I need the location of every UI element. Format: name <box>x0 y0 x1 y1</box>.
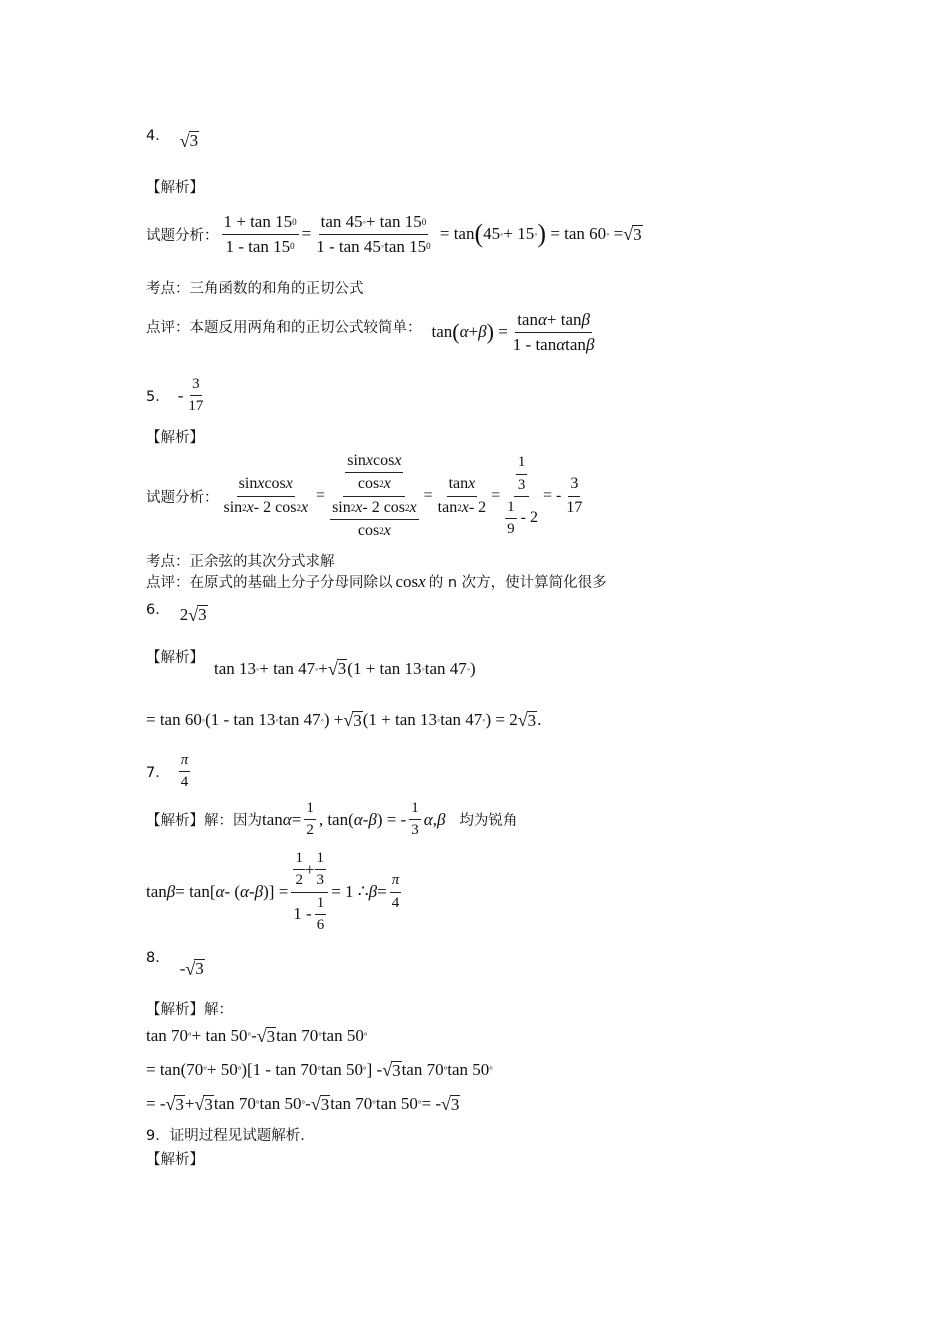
q4-kaodian: 考点：三角函数的和角的正切公式 <box>146 281 364 297</box>
q4-answer-math: √ 3 <box>179 130 199 151</box>
q5-analysis-line <box>146 452 587 541</box>
q6-formula-line2: = tan 60 ◦ (1 - tan 13 ◦ tan 47 ◦ ) + √ 3 (1 + tan 13 ◦ tan 47 ◦ ) = 2 √ 3 . <box>146 710 542 731</box>
q4-analysis-tag: 【解析】 <box>146 180 204 196</box>
q8-answer-math: - √ 3 <box>179 958 204 979</box>
q4-answer-line <box>146 130 199 151</box>
q5-analysis-tag: 【解析】 <box>146 430 204 446</box>
q8-number: 8． <box>146 950 170 966</box>
q8-formula-line2: = tan(70 ° + 50 ° )[1 - tan 70 ° tan 50 ° ] - √ 3 tan 70 ° tan 50 ° <box>146 1060 493 1081</box>
q5-answer-line <box>146 376 208 416</box>
q8-answer-line <box>146 950 205 979</box>
q4-formula: 1 + tan 15 0 1 - tan 15 0 = tan 45 ◦ + tan 15 0 1 - tan 45 ◦ tan 15 0 = tan ( 45 ◦ + 15 ◦ ) = tan 60 ◦ = √ 3 <box>223 212 642 256</box>
q5-dianping-line <box>146 571 607 592</box>
q7-tail: 均为锐角 <box>459 813 518 830</box>
q9-text: 9．证明过程见试题解析. <box>146 1128 305 1144</box>
q7-number: 7． <box>146 765 170 782</box>
q5-dianping-post: 的 n 次方，使计算简化很多 <box>428 575 607 591</box>
q4-number: 4． <box>146 128 170 144</box>
q4-dianping-formula: tan ( α + β ) = tan α + tan β 1 - tan α tan β <box>431 310 595 354</box>
q6-formula-line1: tan 13 ◦ + tan 47 ◦ + √ 3 (1 + tan 13 ◦ tan 47 ◦ ) <box>214 658 476 679</box>
q7-analysis-line <box>146 800 517 840</box>
q4-analysis-label: 试题分析： <box>146 227 219 244</box>
q6-analysis-tag: 【解析】 <box>146 650 204 666</box>
q6-analysis-line <box>146 650 476 679</box>
q6-number: 6． <box>146 602 170 618</box>
q8-formula-line3: = - √ 3 + √ 3 tan 70 ° tan 50 ° - √ 3 tan 70 ° tan 50 ° = - √ 3 <box>146 1094 460 1115</box>
q4-dianping: 点评：本题反用两角和的正切公式较简单： <box>146 319 422 336</box>
q5-answer-math: - $\frac{3}{17}$ <box>177 376 204 415</box>
q5-number: 5． <box>146 389 170 406</box>
q8-analysis-tag: 【解析】解： <box>146 1002 233 1018</box>
q5-kaodian: 考点：正余弦的其次分式求解 <box>146 554 335 570</box>
q7-analysis-tag: 【解析】解：因为 <box>146 813 262 830</box>
q5-dianping-cos: cos x <box>395 571 426 591</box>
q7-formula-line: tan β = tan[ α - ( α - β )] = $\frac{1}{2}$ + $\frac{1}{3}$ 1 - $\frac{1}{6}$ = 1 ∴ β = $\frac{\pi}{4}$ <box>146 850 400 933</box>
q7-answer-line <box>146 752 193 792</box>
q7-answer-math: $\frac{\pi}{4}$ <box>180 752 189 791</box>
q6-answer-math: 2 √ 3 <box>179 604 207 625</box>
q8-formula-line1: tan 70 ° + tan 50 ° - √ 3 tan 70 ° tan 50 ° <box>146 1026 368 1047</box>
q7-given-math: tan α = $\frac{1}{2}$ , tan( α - β ) = - $\frac{1}{3}$ α , β <box>262 800 446 839</box>
q4-analysis-line <box>146 212 643 256</box>
q4-dianping-line <box>146 310 599 354</box>
q5-formula: sin x cos x sin 2 x - 2 cos 2 x = sin x cos x cos 2 x sin 2 x - 2 cos 2 x cos 2 x = tan x tan 2 x - 2 = $\frac{1}{3}$ $\frac{1}{9}$ - 2 = - $\frac{3}{17}$ <box>223 452 583 540</box>
q5-analysis-label: 试题分析： <box>146 489 219 506</box>
q6-answer-line <box>146 604 208 625</box>
q9-analysis-tag: 【解析】 <box>146 1152 204 1168</box>
q5-dianping-pre: 点评：在原式的基础上分子分母同除以 <box>146 575 393 591</box>
